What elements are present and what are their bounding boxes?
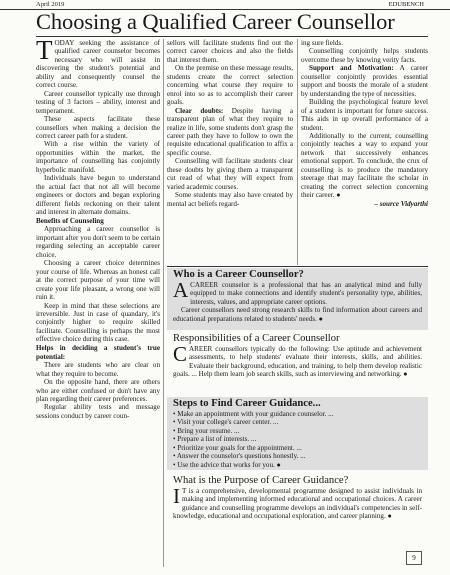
column-2 [167, 39, 293, 265]
paragraph: With a rise within the variety of opportunities within the market, the importance of counselling has conjointly hyperbolic manifold. [36, 140, 160, 174]
page-number: 9 [406, 551, 422, 565]
box-paragraph: I T is a comprehensive, developmental programme designed to assist individuals in making and implementing informed educational and occupational choices. A career guidance and counselling programme develops an individual's competencies in self-knowledge, educational and occupational exploration, and career planning. ● [173, 484, 422, 521]
box-steps [167, 397, 428, 470]
paragraph: Individuals have begun to understand the actual fact that not all will become engineers or doctors and began exploring different fields reckoning on their talent and interest in alternate domains. [36, 174, 160, 217]
column-divider [297, 39, 298, 265]
box-who-is-counsellor [167, 268, 428, 330]
box-heading: Who is a Career Counsellor? [173, 269, 304, 280]
intro-paragraph: TODAY seeking the assistance of qualified career counselor becomes necessary who will assist in discovering the student's potential and ability and consequently counsel the correct course. [36, 39, 160, 90]
paragraph: sellors will facilitate students find out the correct career choices and also the fields that interest them. [167, 39, 293, 64]
paragraph: These aspects facilitate these counsellors when making a decision the correct career path for a student. [36, 115, 160, 140]
column-3 [301, 39, 428, 265]
box-heading: Responsibilities of a Career Counsellor [173, 333, 340, 344]
list-item: • Visit your college's career center. ... [173, 418, 279, 427]
drop-cap: C [173, 342, 188, 366]
paragraph: Keep in mind that these selections are irreversible. Just in case of quandary, it's conjointly higher to require skilled facilitate. Counselling is perhaps the most effective choice during this case. [36, 301, 160, 344]
drop-cap: A [173, 278, 189, 302]
paragraph: Choosing a career choice determines your course of life. Whereas an honest call at the correct purpose of your time will create your life pleasant, a wrong one will ruin it. [36, 259, 160, 302]
article-title: Choosing a Qualified Career Counsellor [36, 9, 395, 34]
box-responsibilities [167, 332, 428, 394]
list-item: • Make an appointment with your guidance counselor. ... [173, 410, 334, 418]
inline-heading: Support and Motivation: [309, 64, 394, 73]
paragraph-clear-doubts: Clear doubts: Despite having a transparent plan of what they require to realize in life, some students don't grasp the career path they have to follow to own the requisite educational qualification to affix a specific course. [167, 106, 293, 157]
paragraph: Counselling conjointly helps students overcome these by knowing verity facts. [301, 47, 428, 64]
subheading-potential: Helps in deciding a student's true potential: [36, 344, 160, 361]
box-rule [167, 266, 428, 267]
steps-list [167, 410, 428, 469]
list-item: • Use the advice that works for you. ● [173, 460, 281, 469]
list-item: • Answer the counselor's questions honestly. ... [173, 452, 306, 461]
column-1 [36, 39, 160, 567]
box-heading: What is the Purpose of Career Guidance? [173, 475, 349, 486]
title-rule [36, 36, 428, 37]
subheading-benefits: Benefits of Counseling [36, 217, 104, 226]
issue-date: April 2019 [36, 1, 65, 8]
paragraph: Counselling will facilitate students clear these doubts by giving them a transparent cut read of what they will expect from varied academic courses. [167, 157, 293, 191]
column-divider [163, 39, 164, 567]
paragraph: There are students who are clear on what they require to become. [36, 361, 160, 378]
list-item: • Prepare a list of interests. ... [173, 435, 257, 444]
paragraph: Building the psychological feature level of a student is important for future success. This aids in up overall performance of a student. [301, 98, 428, 132]
drop-cap: I [173, 484, 180, 508]
box-paragraph: CAREER counsellors typically do the following: Use aptitude and achievement assessments, to help students' evaluate their interests, skills, and abilities. Evaluate their background, education, and training, to help them develop realistic goals. ... Help them learn job search skills, such as interviewing and networking. ● [173, 342, 422, 379]
paragraph: Approaching a career counsellor is important after you don't seem to be certain regarding selecting an acceptable career choice. [36, 225, 160, 259]
box-purpose [167, 474, 428, 542]
paragraph: On the opposite hand, there are others who are either confused or don't have any plan regarding their career preferences. [36, 378, 160, 404]
paragraph: On the premise on these message results, students create the correct selection concerning what course they require to enrol into so as to accomplish their career goals. [167, 64, 293, 107]
box-paragraph: Career counsellors need strong research skills to find information about careers and educational preparations related to students' needs. ● [173, 306, 422, 323]
box-heading: Steps to Find Career Guidance... [173, 398, 321, 409]
paragraph: ing sure fields. [301, 39, 343, 47]
box-paragraph: ACAREER counselor is a professional that has an analytical mind and fully equipped to make connections and identify student's personality type, abilities, interests, values, and appropriate career options. [173, 278, 422, 306]
list-item: • Prioritize your goals for the appointment. ... [173, 443, 302, 452]
inline-heading: Clear doubts: [175, 106, 224, 115]
drop-cap: T [36, 39, 53, 65]
paragraph-support: Support and Motivation: A career counsellor conjointly provides essential support and boosts the morale of a student by understanding the type of necessities. [301, 64, 428, 98]
paragraph: Regular ability tests and message sessions conduct by career coun- [36, 403, 160, 420]
list-item: • Bring your resume. ... [173, 426, 240, 435]
magazine-brand: EDUBENCH [388, 1, 424, 8]
source-credit: – source Vidyarthi [374, 199, 428, 208]
paragraph: Additionally to the current, counselling conjointly teaches a way to expand your network that successively enhances emotional support. To conclude, the crux of counselling is to produce the mandatory steerage that may facilitate the scholar in creating the correct selection concerning their career. ● [301, 131, 428, 200]
paragraph: Career counsellor typically use through testing of 3 factors – ability, interest and temperament. [36, 89, 160, 115]
paragraph: Some students may also have created by mental act beliefs regard- [167, 191, 293, 208]
